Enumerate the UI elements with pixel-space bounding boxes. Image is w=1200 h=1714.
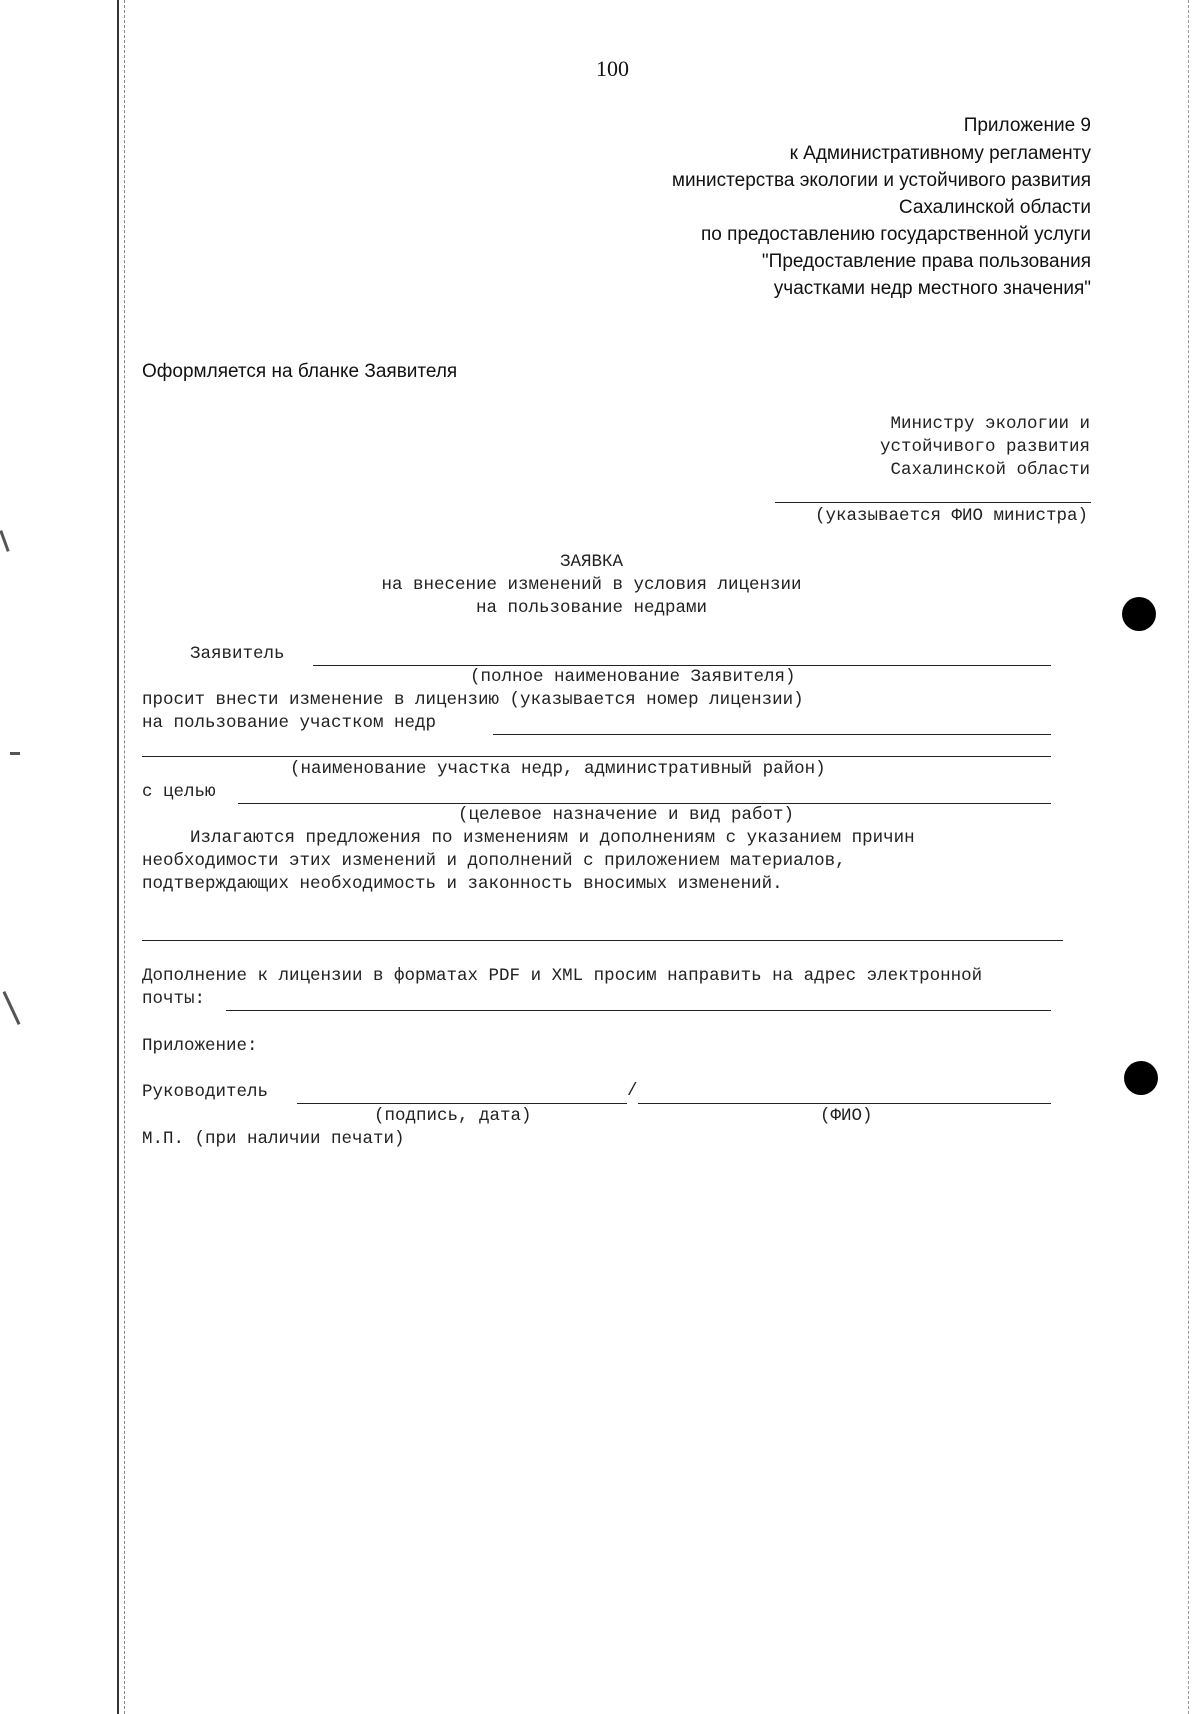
license-area-field[interactable] <box>493 734 1051 735</box>
proposal-field[interactable] <box>142 940 1063 941</box>
scan-speck <box>0 530 10 552</box>
email-field[interactable] <box>226 1010 1051 1011</box>
appendix-title: Приложение 9 <box>963 115 1091 136</box>
applicant-label: Заявитель <box>190 644 285 664</box>
minister-name-hint: (указывается ФИО министра) <box>814 506 1088 526</box>
proposal-text: необходимости этих изменений и дополнений с приложением материалов, <box>142 851 846 871</box>
signature-field[interactable] <box>297 1103 627 1104</box>
request-text: на пользование участком недр <box>142 713 437 733</box>
document-subtitle: на внесение изменений в условия лицензии <box>381 575 802 595</box>
proposal-text: подтверждающих необходимость и законность вносимых изменений. <box>142 874 783 894</box>
head-label: Руководитель <box>142 1082 269 1102</box>
purpose-hint: (целевое назначение и вид работ) <box>458 805 795 825</box>
appendix-line: "Предоставление права пользования <box>761 251 1091 272</box>
minister-name-line <box>775 502 1091 503</box>
document-subtitle: на пользование недрами <box>475 598 708 618</box>
addressee-line: Сахалинской области <box>890 460 1090 480</box>
scan-edge-line <box>1188 0 1189 1714</box>
attachment-label: Приложение: <box>142 1036 258 1056</box>
stamp-note: М.П. (при наличии печати) <box>142 1129 405 1149</box>
proposal-text: Излагаются предложения по изменениям и дополнениям с указанием причин <box>190 828 915 848</box>
appendix-line: по предоставлению государственной услуги <box>701 224 1091 245</box>
addressee-line: Министру экологии и <box>890 414 1090 434</box>
email-request-text: Дополнение к лицензии в форматах PDF и XML просим направить на адрес электронной <box>142 966 983 986</box>
signature-slash: / <box>627 1081 638 1101</box>
email-label: почты: <box>142 989 206 1009</box>
fio-field[interactable] <box>638 1103 1051 1104</box>
letterhead-note: Оформляется на бланке Заявителя <box>142 361 458 382</box>
scan-speck <box>10 752 20 755</box>
fio-hint: (ФИО) <box>820 1106 873 1126</box>
scan-edge-line <box>117 0 119 1714</box>
appendix-line: к Административному регламенту <box>789 143 1091 164</box>
appendix-line: участками недр местного значения" <box>773 278 1091 299</box>
document-title: ЗАЯВКА <box>559 552 623 572</box>
appendix-line: Сахалинской области <box>898 197 1091 218</box>
applicant-field[interactable] <box>313 665 1051 666</box>
applicant-hint: (полное наименование Заявителя) <box>470 667 796 687</box>
license-area-field[interactable] <box>142 756 1051 757</box>
scan-edge-line <box>124 0 125 1714</box>
signature-hint: (подпись, дата) <box>374 1106 532 1126</box>
page-number: 100 <box>596 56 629 81</box>
request-text: просит внести изменение в лицензию (указывается номер лицензии) <box>142 690 804 710</box>
addressee-line: устойчивого развития <box>879 437 1090 457</box>
purpose-label: с целью <box>142 782 216 802</box>
purpose-field[interactable] <box>238 803 1051 804</box>
appendix-line: министерства экологии и устойчивого развития <box>671 170 1091 191</box>
area-hint: (наименование участка недр, административный район) <box>290 759 826 779</box>
scan-speck <box>3 991 21 1025</box>
punch-hole-mark <box>1124 1061 1158 1095</box>
